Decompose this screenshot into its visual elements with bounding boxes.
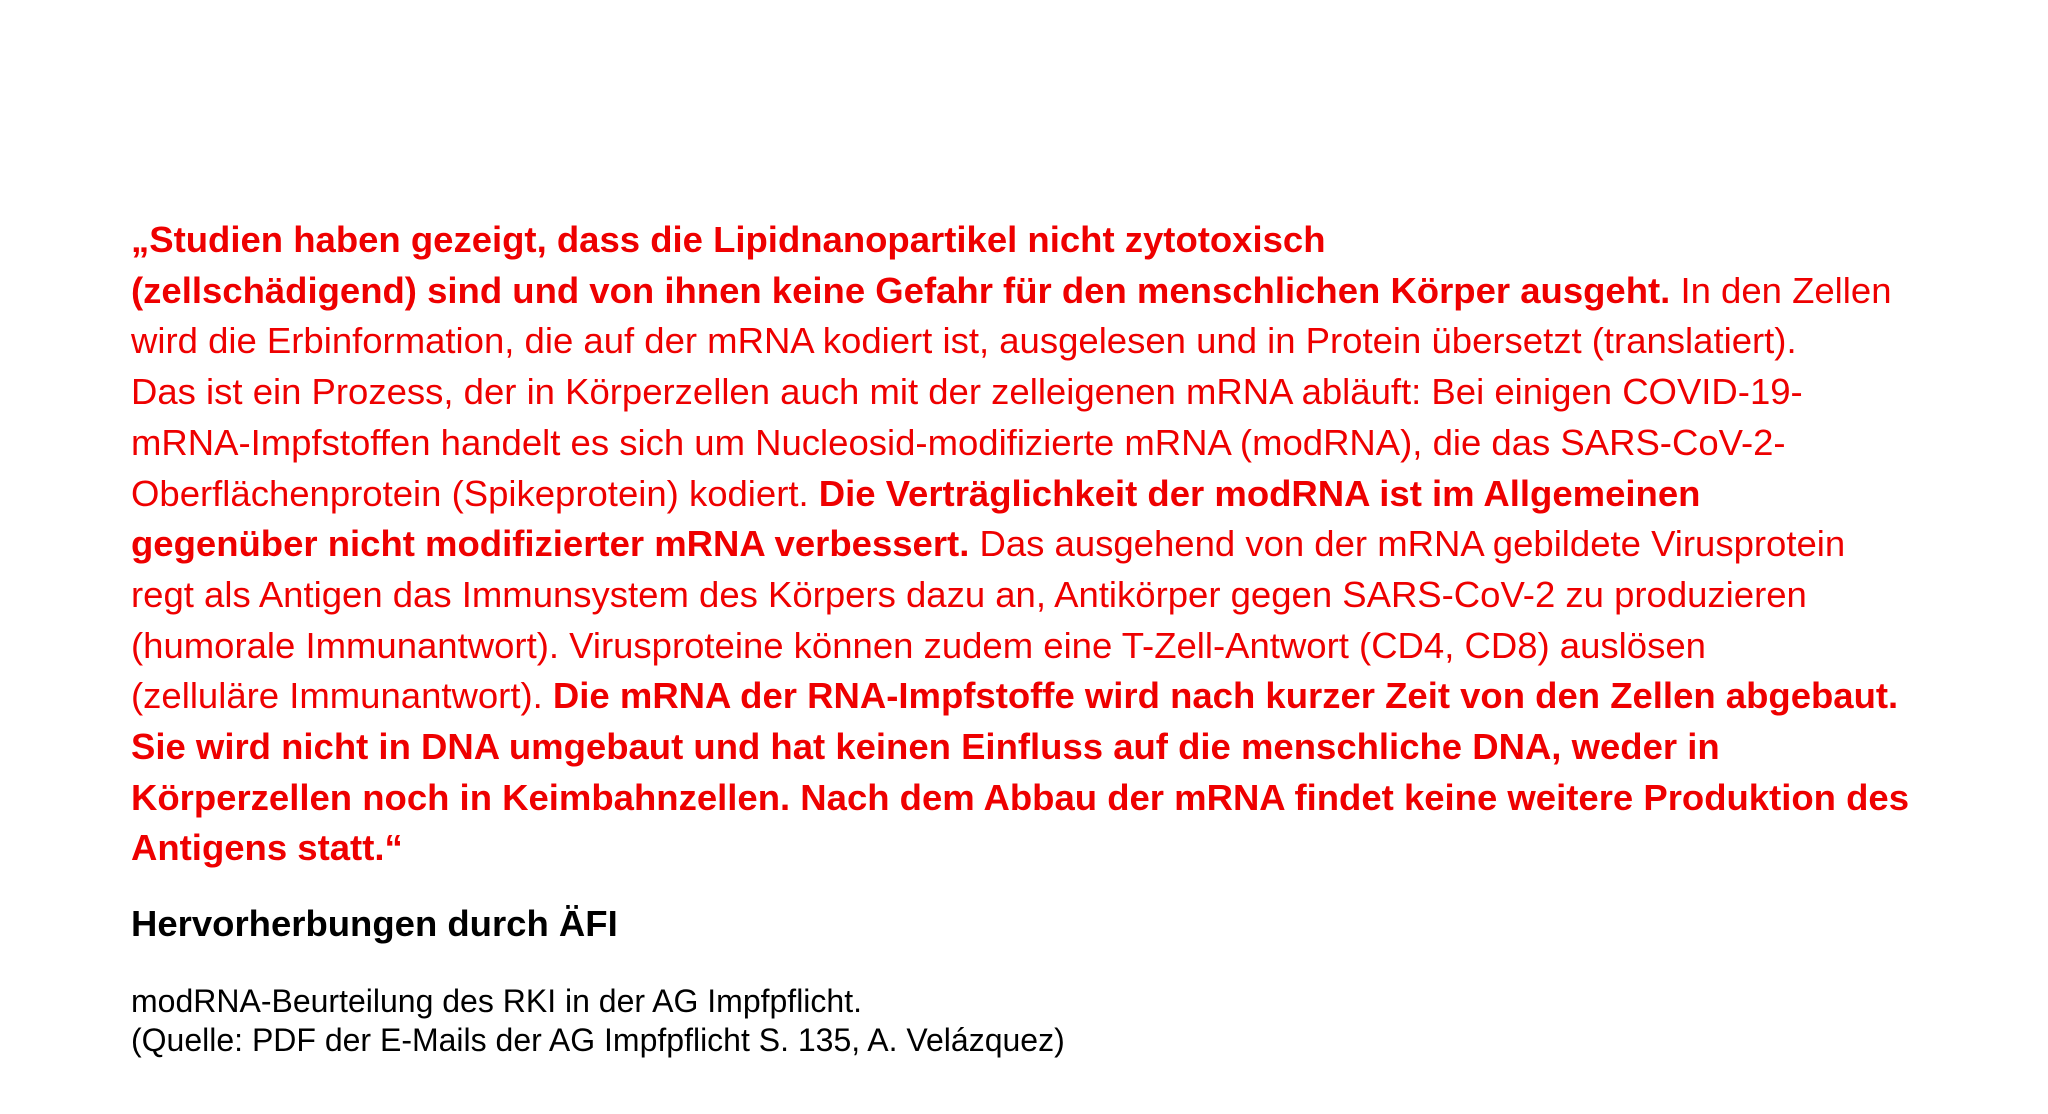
quote-line-10-bold: Die mRNA der RNA-Impfstoffe wird nach kurzer Zeit von den Zellen abgebaut.	[552, 675, 1899, 717]
quote-line-9: (humorale Immunantwort). Virusproteine können zudem eine T-Zell-Antwort (CD4, CD8) auslösen	[131, 624, 1706, 666]
quote-line-10-normal: (zelluläre Immunantwort).	[131, 675, 553, 717]
quote-line-2-bold: (zellschädigend) sind und von ihnen keine Gefahr für den menschlichen Körper ausgeht.	[131, 269, 1671, 311]
quote-line-13: Antigens statt.“	[131, 827, 403, 869]
quote-line-7-normal: Das ausgehend von der mRNA gebildete Virusprotein	[969, 523, 1846, 565]
quote-line-5: mRNA-Impfstoffen handelt es sich um Nucleosid-modifizierte mRNA (modRNA), die das SARS-CoV-2-	[131, 421, 1786, 463]
quote-line-3: wird die Erbinformation, die auf der mRNA kodiert ist, ausgelesen und in Protein übersetzt (translatiert).	[131, 320, 1797, 362]
quote-line-8: regt als Antigen das Immunsystem des Körpers dazu an, Antikörper gegen SARS-CoV-2 zu produzieren	[131, 573, 1807, 615]
quote-line-11: Sie wird nicht in DNA umgebaut und hat keinen Einfluss auf die menschliche DNA, weder in	[131, 726, 1720, 768]
rki-quote	[131, 215, 2011, 874]
quote-line-6-normal: Oberflächenprotein (Spikeprotein) kodiert.	[131, 472, 819, 514]
quote-line-7-bold: gegenüber nicht modifizierter mRNA verbessert.	[131, 523, 970, 565]
source-caption	[131, 982, 1065, 1059]
caption-line-1: modRNA-Beurteilung des RKI in der AG Impfpflicht.	[131, 983, 862, 1019]
quote-line-6-bold: Die Verträglichkeit der modRNA ist im Allgemeinen	[818, 472, 1701, 514]
quote-line-2-normal: In den Zellen	[1670, 269, 1892, 311]
quote-line-1: „Studien haben gezeigt, dass die Lipidnanopartikel nicht zytotoxisch	[131, 219, 1326, 260]
quote-line-4: Das ist ein Prozess, der in Körperzellen auch mit der zelleigenen mRNA abläuft: Bei einigen COVID-19-	[131, 371, 1803, 413]
emphasis-note: Hervorherbungen durch ÄFI	[131, 903, 618, 944]
caption-line-2: (Quelle: PDF der E-Mails der AG Impfpflicht S. 135, A. Velázquez)	[131, 1021, 1065, 1058]
quote-line-12: Körperzellen noch in Keimbahnzellen. Nach dem Abbau der mRNA findet keine weitere Produktion des	[131, 776, 1910, 818]
